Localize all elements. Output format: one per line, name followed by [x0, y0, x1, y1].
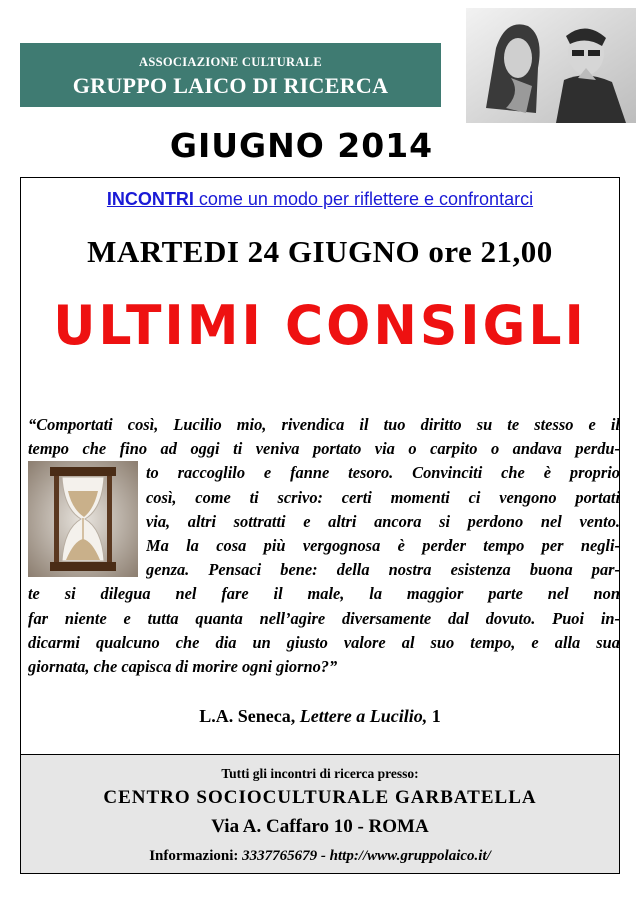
intro-keyword: INCONTRI [106, 189, 194, 209]
intro-rest: come un modo per riflettere e confrontarci [193, 189, 534, 209]
seneca-quote [28, 413, 620, 679]
contact-info [20, 848, 620, 865]
hourglass-image [28, 461, 138, 577]
quote-line: far niente e tutta quanta nell’agire diversamente dal dovuto. Puoi in- [28, 608, 620, 628]
quote-line: “Comportati così, Lucilio mio, rivendica il tuo diritto su te stesso e il [28, 415, 620, 434]
quote-line: genza. Pensaci bene: della nostra esistenza buona par- [146, 560, 620, 580]
association-label: ASSOCIAZIONE CULTURALE [139, 55, 322, 69]
citation-author: L.A. Seneca, [199, 706, 296, 726]
venue-name: CENTRO SOCIOCULTURALE GARBATELLA [103, 787, 537, 808]
quote-line: to raccoglilo e fanne tesoro. Convinciti che è proprio [146, 463, 620, 483]
quote-line: te si dilegua nel fare il male, la maggior parte nel non [28, 584, 620, 604]
two-people-portrait-photo [466, 8, 636, 123]
venue-address: Via A. Caffaro 10 - ROMA [211, 816, 429, 837]
quote-citation [20, 706, 620, 727]
quote-line: tempo che fino ad oggi ti veniva portato via o carpito o andava perdu- [28, 439, 620, 459]
month-title: GIUGNO 2014 [169, 126, 434, 165]
quote-line: così, come ti scrivo: certi momenti ci vengono portati [146, 487, 620, 507]
quote-line: giornata, che capisca di morire ogni giorno?” [28, 657, 338, 677]
intro-link[interactable] [20, 189, 620, 210]
quote-line: Ma la cosa più vergognosa è perder tempo per negli- [146, 536, 620, 556]
info-value[interactable]: 3337765679 - http://www.gruppolaico.it/ [242, 848, 491, 864]
event-title: ULTIMI CONSIGLI [53, 294, 587, 358]
association-name: GRUPPO LAICO DI RICERCA [72, 73, 389, 98]
footer-intro: Tutti gli incontri di ricerca presso: [221, 766, 419, 781]
quote-line: via, altri sottratti e altri ancora si perdono nel vento. [146, 511, 620, 531]
citation-number: 1 [431, 706, 441, 726]
info-label: Informazioni: [149, 848, 239, 864]
event-date: MARTEDI 24 GIUGNO ore 21,00 [87, 234, 553, 269]
quote-line: dicarmi qualcuno che dia un giusto valore al suo tempo, e alla sua [28, 632, 620, 652]
citation-work: Lettere a Lucilio, [299, 706, 428, 726]
